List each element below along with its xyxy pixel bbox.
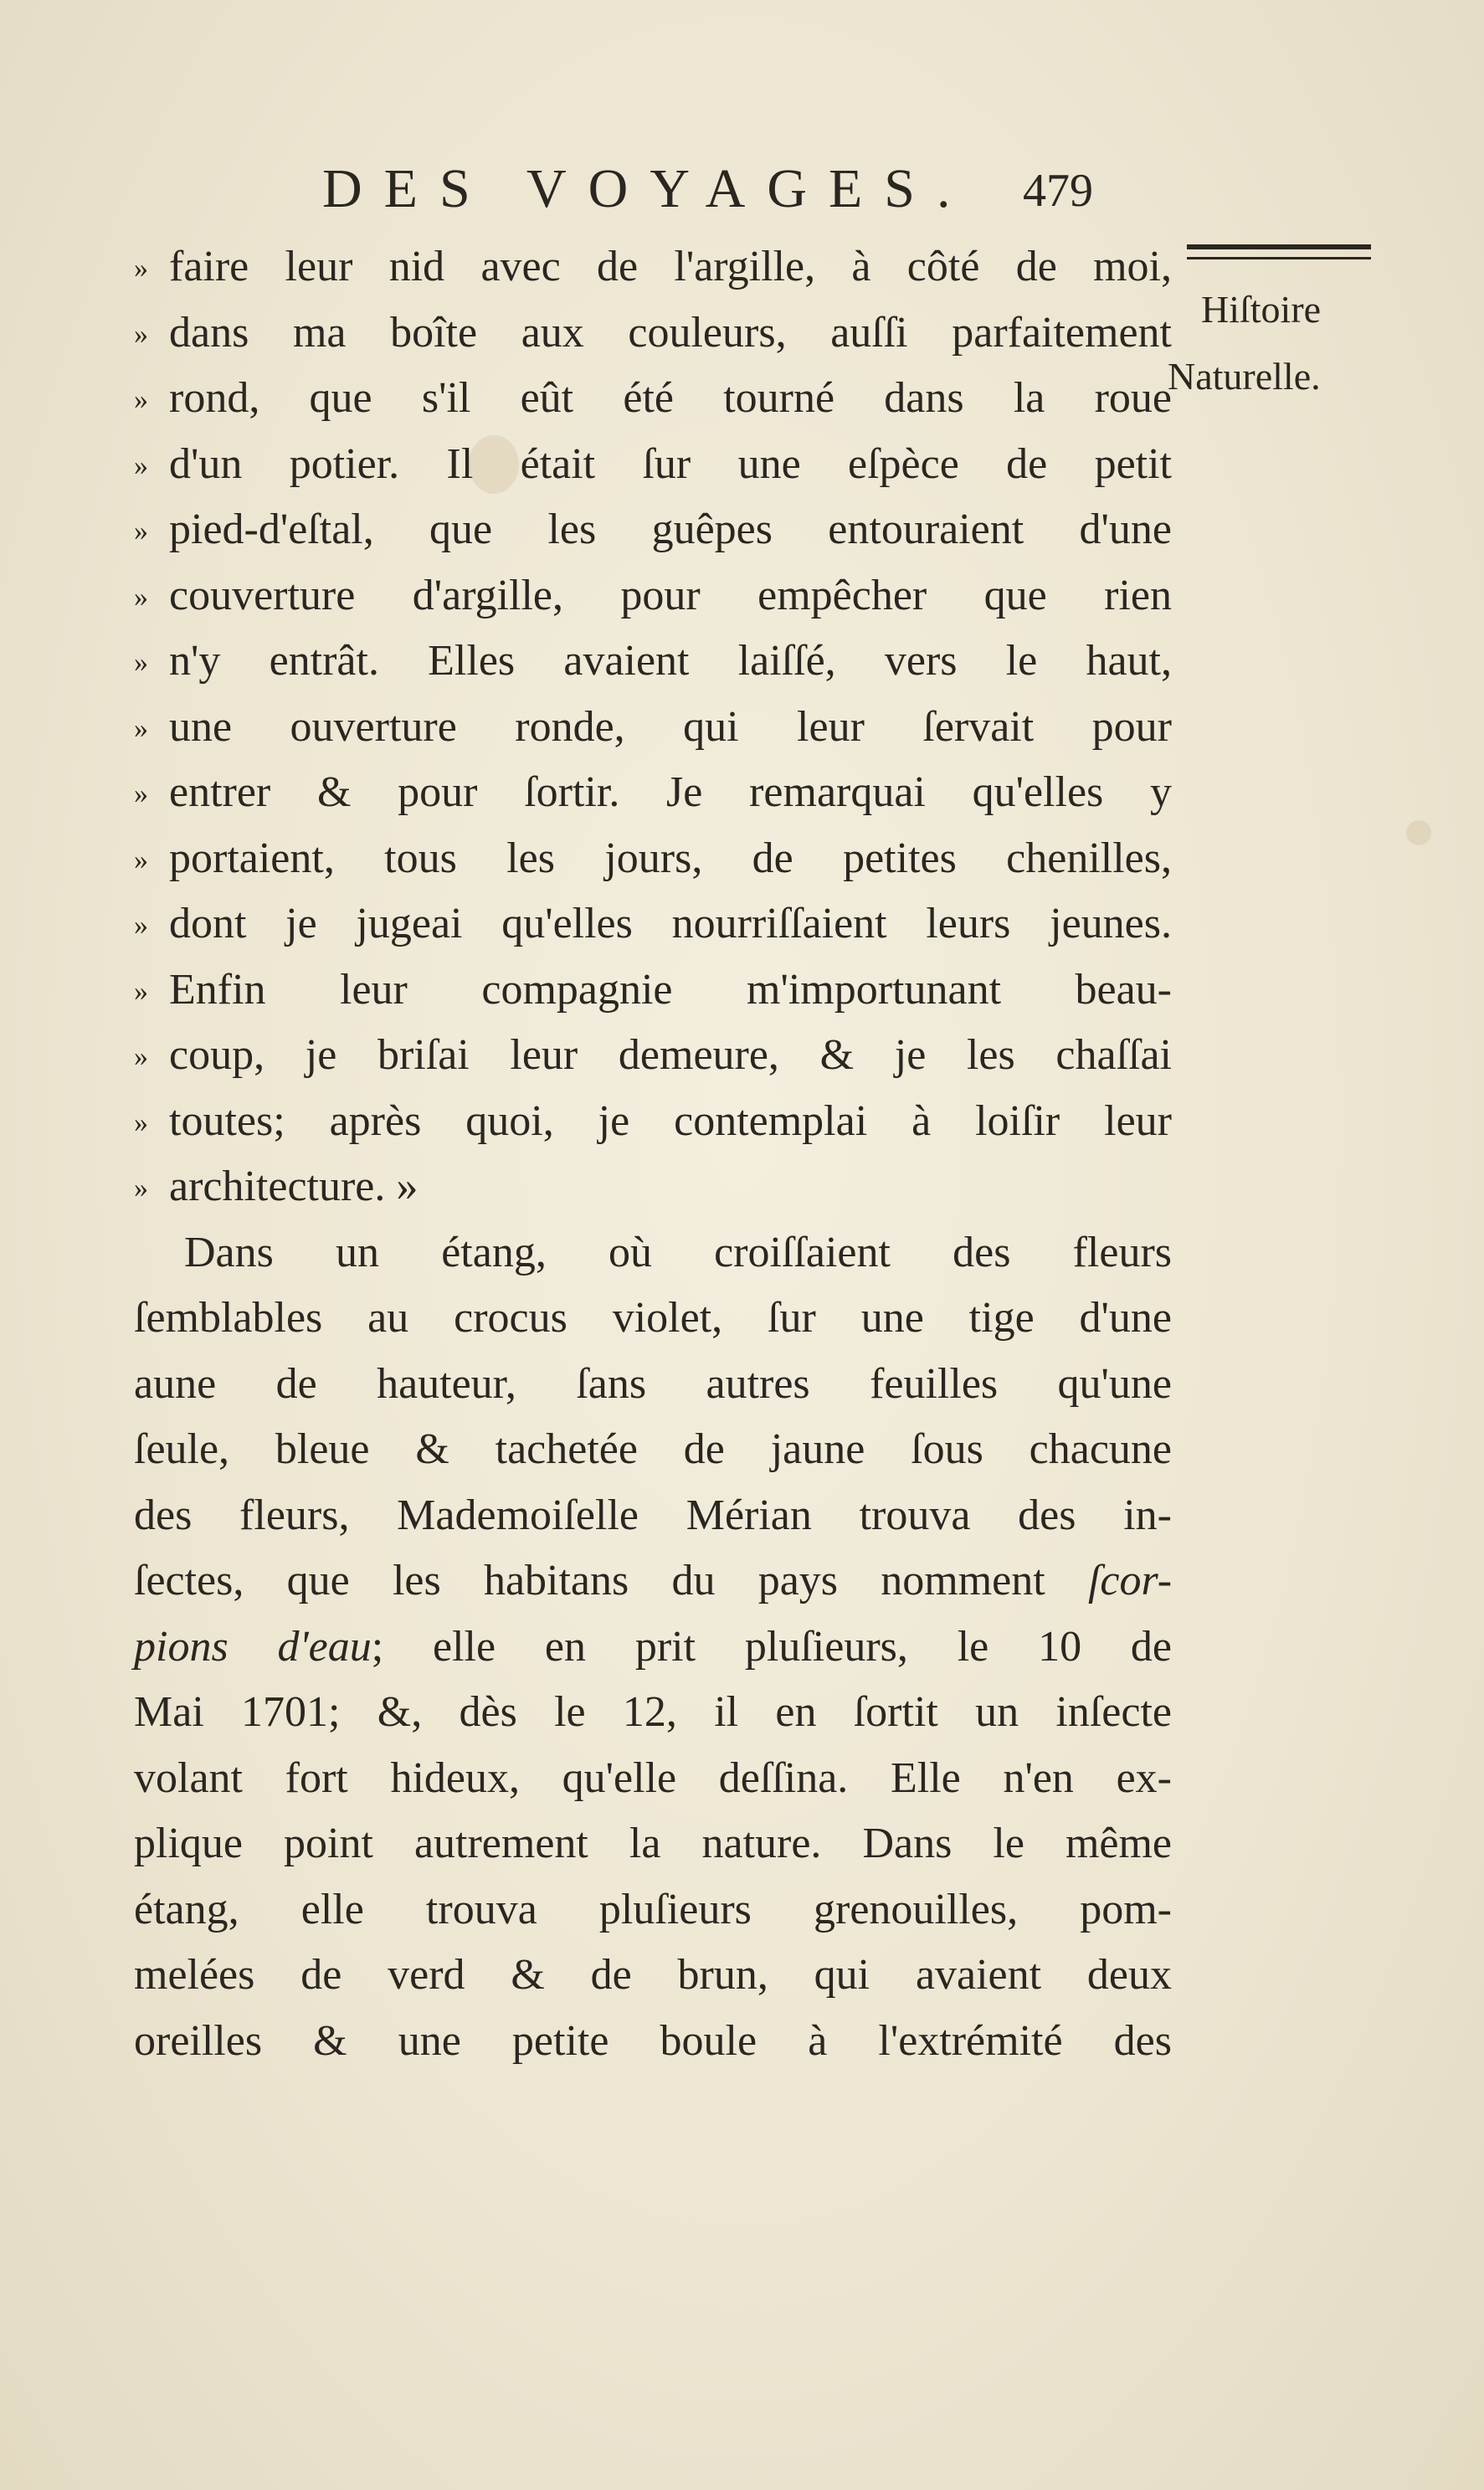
quote-mark: »	[134, 647, 148, 678]
quoted-line	[134, 891, 1172, 957]
paragraph-line: étang, elle trouva pluſieurs grenouilles, pom-	[134, 1885, 1172, 1933]
quoted-line	[134, 300, 1172, 367]
quoted-line	[134, 563, 1172, 629]
paragraph-line: melées de verd & de brun, qui avaient deux	[134, 1951, 1172, 1999]
quoted-line	[134, 1089, 1172, 1155]
line-text: d'un potier. Il était ſur une eſpèce de petit	[169, 439, 1172, 488]
line-text: ; elle en prit pluſieurs, le 10 de	[371, 1622, 1173, 1671]
paragraph-line: des fleurs, Mademoiſelle Mérian trouva des in-	[134, 1491, 1172, 1539]
foxing-spot	[1406, 820, 1431, 845]
page-number: 479	[1023, 165, 1093, 217]
quoted-line	[134, 695, 1172, 761]
quote-mark: »	[134, 910, 148, 941]
quoted-line	[134, 366, 1172, 432]
line-text: faire leur nid avec de l'argille, à côté de moi,	[169, 243, 1172, 290]
line-text: architecture. »	[169, 1163, 418, 1210]
quote-mark: »	[134, 975, 148, 1007]
quoted-line	[134, 1023, 1172, 1089]
running-title: DES VOYAGES.	[322, 158, 973, 219]
quote-mark: »	[134, 449, 148, 481]
quoted-line	[134, 826, 1172, 892]
paragraph-line: volant fort hideux, qu'elle deſſina. Elle n'en ex-	[134, 1753, 1172, 1802]
margin-note	[1168, 276, 1385, 410]
italic-term: ſcor-	[1087, 1557, 1173, 1604]
quoted-line	[134, 497, 1172, 563]
line-text: pied-d'eſtal, que les guêpes entouraient d'une	[169, 506, 1172, 553]
paragraph-line	[134, 1615, 1172, 1681]
line-text: n'y entrât. Elles avaient laiſſé, vers le haut,	[169, 637, 1172, 685]
line-text: couverture d'argille, pour empêcher que rien	[169, 571, 1172, 619]
margin-note-line: Hiſtoire	[1201, 288, 1322, 331]
line-text: Enfin leur compagnie m'importunant beau-	[169, 965, 1172, 1014]
line-text: rond, que s'il eût été tourné dans la roue	[169, 374, 1172, 422]
quote-mark: »	[134, 318, 148, 350]
paragraph-line: oreilles & une petite boule à l'extrémité des	[134, 2016, 1172, 2065]
paragraph-line: aune de hauteur, ſans autres feuilles qu'une	[134, 1359, 1172, 1408]
paragraph-line	[134, 1548, 1172, 1615]
line-text: dans ma boîte aux couleurs, auſſi parfaitement	[169, 308, 1172, 357]
quote-mark: »	[134, 844, 148, 875]
line-text: entrer & pour ſortir. Je remarquai qu'elles y	[169, 768, 1172, 816]
quote-mark: »	[134, 1106, 148, 1138]
quote-mark: »	[134, 384, 148, 415]
line-text: toutes; après quoi, je contemplai à loiſir leur	[169, 1096, 1172, 1145]
quoted-line	[134, 234, 1172, 300]
quote-mark: »	[134, 516, 148, 547]
paragraph-line: Mai 1701; &, dès le 12, il en ſortit un inſecte	[134, 1688, 1172, 1736]
quote-mark: »	[134, 581, 148, 613]
quoted-line	[134, 760, 1172, 826]
quote-mark: »	[134, 778, 148, 809]
paragraph-line: plique point autrement la nature. Dans le même	[134, 1820, 1172, 1867]
line-text: une ouverture ronde, qui leur ſervait pour	[169, 702, 1172, 751]
margin-rule	[1187, 244, 1371, 259]
quoted-line	[134, 1154, 1172, 1220]
line-text: ſectes, que les habitans du pays nomment	[134, 1557, 1045, 1604]
body-text	[134, 234, 1172, 2074]
quote-mark: »	[134, 1041, 148, 1072]
italic-term: pions d'eau	[134, 1622, 372, 1671]
quoted-line	[134, 432, 1172, 498]
quote-mark: »	[134, 253, 148, 284]
quoted-line	[134, 629, 1172, 695]
quote-mark: »	[134, 712, 148, 744]
margin-note-line: Naturelle.	[1168, 355, 1321, 398]
paragraph-line: Dans un étang, où croiſſaient des fleurs	[184, 1228, 1172, 1276]
line-text: portaient, tous les jours, de petites chenilles,	[169, 834, 1172, 882]
paragraph-line: ſeule, bleue & tachetée de jaune ſous chacune	[134, 1425, 1172, 1473]
line-text: dont je jugeai qu'elles nourriſſaient leurs jeunes.	[169, 900, 1172, 947]
quote-mark: »	[134, 1173, 148, 1204]
paragraph-line: ſemblables au crocus violet, ſur une tige d'une	[134, 1294, 1172, 1342]
quoted-line	[134, 957, 1172, 1024]
line-text: coup, je briſai leur demeure, & je les chaſſai	[169, 1031, 1172, 1079]
